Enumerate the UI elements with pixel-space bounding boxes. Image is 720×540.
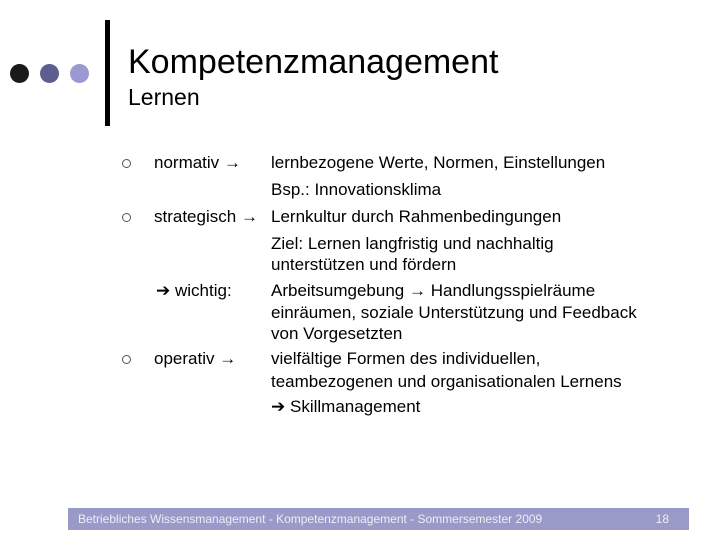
row-strategisch-label: strategisch → bbox=[154, 207, 258, 226]
row-operativ-label: operativ → bbox=[154, 349, 237, 368]
dot-medium bbox=[40, 64, 59, 83]
operativ-line-2: teambezogenen und organisationalen Lernens bbox=[271, 372, 622, 391]
footer-bar bbox=[68, 508, 689, 530]
bullet-normativ bbox=[122, 159, 131, 168]
dot-dark bbox=[10, 64, 29, 83]
row-wichtig-label: ➔ wichtig: bbox=[156, 281, 232, 300]
strategisch-line-3: unterstützen und fördern bbox=[271, 255, 457, 274]
right-arrow-icon: → bbox=[240, 207, 258, 226]
operativ-line-1: vielfältige Formen des individuellen, bbox=[271, 349, 541, 368]
wichtig-line-3: von Vorgesetzten bbox=[271, 324, 403, 343]
wichtig-line-2: einräumen, soziale Unterstützung und Feedback bbox=[271, 303, 637, 322]
page-number: 18 bbox=[655, 512, 669, 526]
title-divider bbox=[105, 20, 110, 126]
wichtig-line-1: Arbeitsumgebung → Handlungsspielräume bbox=[271, 281, 596, 300]
right-arrow-icon: → bbox=[409, 281, 426, 300]
normativ-line-1: lernbezogene Werte, Normen, Einstellungen bbox=[271, 153, 606, 172]
strategisch-line-1: Lernkultur durch Rahmenbedingungen bbox=[271, 207, 562, 226]
right-arrow-icon: → bbox=[219, 349, 237, 368]
slide-title: Kompetenzmanagement bbox=[128, 43, 499, 81]
strategisch-line-2: Ziel: Lernen langfristig und nachhaltig bbox=[271, 234, 554, 253]
bullet-strategisch bbox=[122, 213, 131, 222]
slide-subtitle: Lernen bbox=[128, 84, 200, 110]
bold-right-arrow-icon: ➔ bbox=[271, 397, 286, 416]
normativ-line-2: Bsp.: Innovationsklima bbox=[271, 180, 442, 199]
footer-text: Betriebliches Wissensmanagement - Kompetenzmanagement - Sommersemester 2009 bbox=[78, 512, 543, 526]
dot-light bbox=[70, 64, 89, 83]
right-arrow-icon: → bbox=[223, 153, 241, 172]
operativ-line-3: ➔ Skillmanagement bbox=[271, 397, 421, 416]
row-normativ-label: normativ → bbox=[154, 153, 241, 172]
bold-right-arrow-icon: ➔ bbox=[156, 281, 171, 300]
bullet-operativ bbox=[122, 355, 131, 364]
